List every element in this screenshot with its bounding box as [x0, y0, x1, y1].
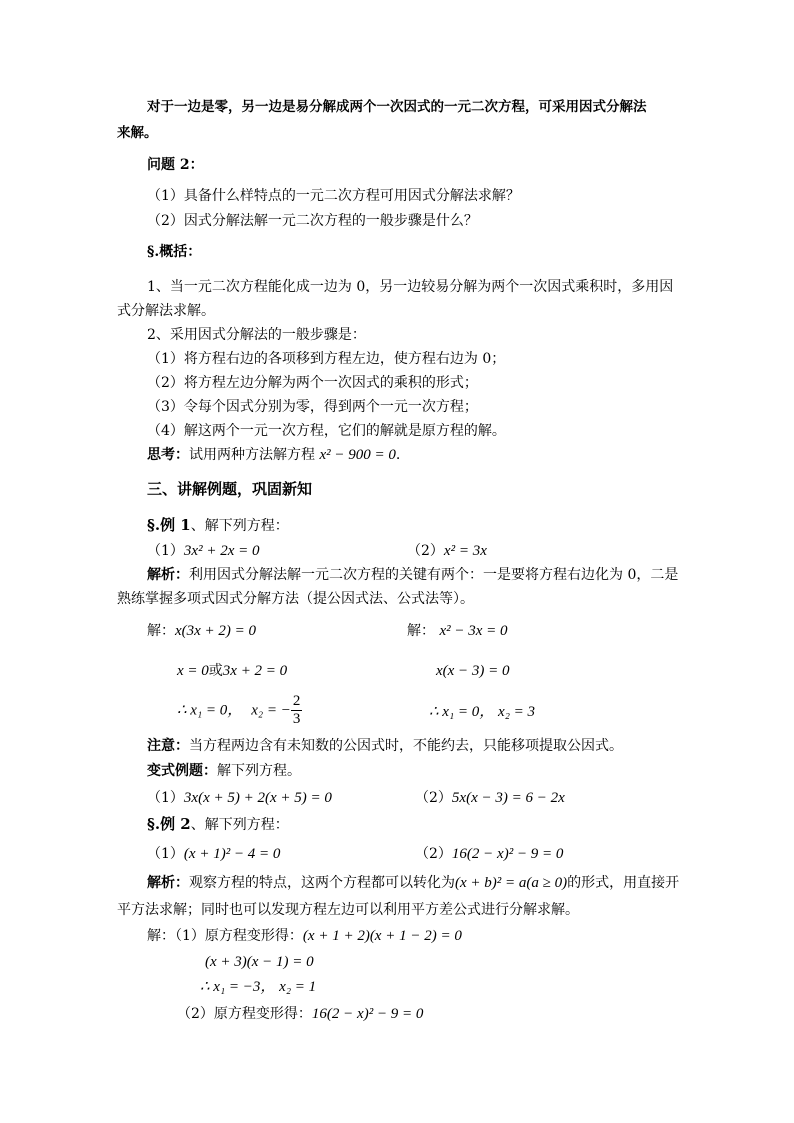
- example-2-item-2: [415, 847, 563, 862]
- solution-label-right: 解：: [407, 623, 435, 639]
- example-1-item-1: [147, 544, 259, 559]
- example-2-item-1: [147, 847, 280, 862]
- summary-step-4: （4）解这两个一元一次方程，它们的解就是原方程的解。: [147, 423, 506, 439]
- variant-item-2-equation: 5x(x − 3) = 6 − 2x: [451, 790, 565, 806]
- variant-item-1-equation: 3x(x + 5) + 2(x + 5) = 0: [183, 790, 332, 806]
- think-text: 试用两种方法解方程: [189, 447, 320, 463]
- solution-left-eq-2a: x = 0: [177, 663, 209, 679]
- example-2-solution-1: [147, 929, 462, 944]
- example-1-item-2: [407, 544, 487, 559]
- example-2-title-rest: 、解下列方程：: [190, 817, 289, 833]
- summary-title: §.概括：: [147, 244, 202, 260]
- variant-label: 变式例题：: [147, 763, 217, 779]
- example-1-solution-left-3: [177, 694, 302, 727]
- solution-left-eq-1: x(3x + 2) = 0: [175, 623, 257, 639]
- fraction-denominator: 3: [292, 711, 301, 727]
- question-2-item-2: （2）因式分解法解一元二次方程的一般步骤是什么？: [147, 213, 478, 229]
- example-1-solution-right-2: x(x − 3) = 0: [436, 663, 510, 679]
- example-2-solution-4-label: （2）原方程变形得：: [177, 1006, 312, 1022]
- example-1-solution-left-1: [147, 624, 256, 639]
- solution-left-root-1: ∴ x₁ = 0，: [177, 702, 243, 719]
- solution-label-left: 解：: [147, 623, 175, 639]
- solution-right-eq-1: x² − 3x = 0: [439, 623, 508, 639]
- example-1-analysis-line-2: 熟练掌握多项式因式分解方法（提公因式法、公式法等）。: [117, 591, 474, 607]
- example-2-item-1-label: （1）: [147, 846, 184, 862]
- summary-step-2: （2）将方程左边分解为两个一次因式的乘积的形式；: [147, 375, 478, 391]
- example-2-item-1-equation: (x + 1)² − 4 = 0: [183, 846, 281, 862]
- example-2-solution-eq-1: (x + 1 + 2)(x + 1 − 2) = 0: [302, 928, 462, 944]
- variant-item-1: [147, 791, 332, 806]
- variant-item-1-label: （1）: [147, 790, 184, 806]
- intro-line-1: 对于一边是零，另一边是易分解成两个一次因式的一元二次方程，可采用因式分解法: [147, 99, 647, 115]
- example-1-analysis-label: 解析：: [147, 567, 189, 583]
- variant-line: [147, 764, 301, 778]
- example-2-title: [147, 817, 289, 832]
- summary-p1-line-1: 1、当一元二次方程能化成一边为 0，另一边较易分解为两个一次因式乘积时，多用因: [147, 279, 674, 295]
- think-end: .: [395, 447, 401, 463]
- example-2-analysis-equation: (x + b)² = a(a ≥ 0): [455, 875, 568, 891]
- example-1-title-prefix: §.例 1: [147, 516, 191, 534]
- variant-item-2: [415, 791, 565, 806]
- example-2-solution-label: 解：（1）原方程变形得：: [147, 928, 303, 944]
- example-2-item-2-equation: 16(2 − x)² − 9 = 0: [451, 846, 564, 862]
- example-1-item-1-label: （1）: [147, 543, 184, 559]
- example-1-title-rest: 、解下列方程：: [190, 518, 289, 534]
- example-1-solution-right-3: ∴ x₁ = 0， x₂ = 3: [429, 704, 536, 720]
- section-3-title: 三、讲解例题，巩固新知: [147, 480, 313, 498]
- note-label: 注意：: [147, 738, 189, 754]
- summary-p1-line-2: 式分解法求解。: [117, 303, 215, 319]
- example-1-item-2-equation: x² = 3x: [443, 543, 487, 559]
- think-line: [147, 448, 400, 463]
- example-1-title: [147, 518, 289, 533]
- example-1-analysis-line-1: [147, 568, 678, 582]
- think-label: 思考：: [147, 447, 189, 463]
- example-2-analysis-line-2: 平方法求解；同时也可以发现方程左边可以利用平方差公式进行分解求解。: [117, 902, 579, 918]
- solution-left-root-2: x₂ = −: [251, 702, 291, 719]
- note-text: 当方程两边含有未知数的公因式时，不能约去，只能移项提取公因式。: [189, 738, 623, 754]
- solution-left-fraction: [291, 694, 303, 727]
- example-2-item-2-label: （2）: [415, 846, 452, 862]
- example-2-solution-eq-4: 16(2 − x)² − 9 = 0: [311, 1006, 424, 1022]
- note-line: [147, 739, 623, 753]
- variant-item-2-label: （2）: [415, 790, 452, 806]
- example-1-solution-left-2: [177, 664, 287, 679]
- fraction-numerator: 2: [292, 693, 301, 709]
- example-2-solution-4: [177, 1007, 423, 1022]
- example-2-analysis-label: 解析：: [147, 875, 189, 891]
- question-2-title: 问题 2：: [147, 157, 204, 173]
- example-2-title-prefix: §.例 2: [147, 815, 191, 833]
- solution-left-or: 或: [208, 663, 223, 679]
- example-2-solution-eq-3: ∴ x₁ = −3， x₂ = 1: [200, 979, 317, 995]
- question-2-item-1: （1）具备什么样特点的一元二次方程可用因式分解法求解？: [147, 188, 520, 204]
- solution-left-eq-2c: 3x + 2 = 0: [222, 663, 288, 679]
- summary-step-1: （1）将方程右边的各项移到方程左边，使方程右边为 0；: [147, 351, 506, 367]
- summary-p2: 2、采用因式分解法的一般步骤是：: [147, 327, 366, 343]
- example-2-analysis-line-1: [147, 876, 679, 891]
- example-2-analysis-text-1b: 的形式，用直接开: [567, 875, 680, 891]
- example-1-item-1-equation: 3x² + 2x = 0: [183, 543, 260, 559]
- example-2-solution-eq-2: (x + 3)(x − 1) = 0: [205, 954, 314, 970]
- example-1-solution-right-1: [407, 624, 508, 639]
- think-equation: x² − 900 = 0: [319, 447, 396, 463]
- intro-line-2: 来解。: [117, 125, 158, 141]
- example-1-analysis-text-1: 利用因式分解法解一元二次方程的关键有两个：一是要将方程右边化为 0，二是: [189, 567, 679, 583]
- example-1-item-2-label: （2）: [407, 543, 444, 559]
- summary-step-3: （3）令每个因式分别为零，得到两个一元一次方程；: [147, 399, 478, 415]
- variant-text: 解下列方程。: [217, 763, 301, 779]
- example-2-analysis-text-1a: 观察方程的特点，这两个方程都可以转化为: [189, 875, 455, 891]
